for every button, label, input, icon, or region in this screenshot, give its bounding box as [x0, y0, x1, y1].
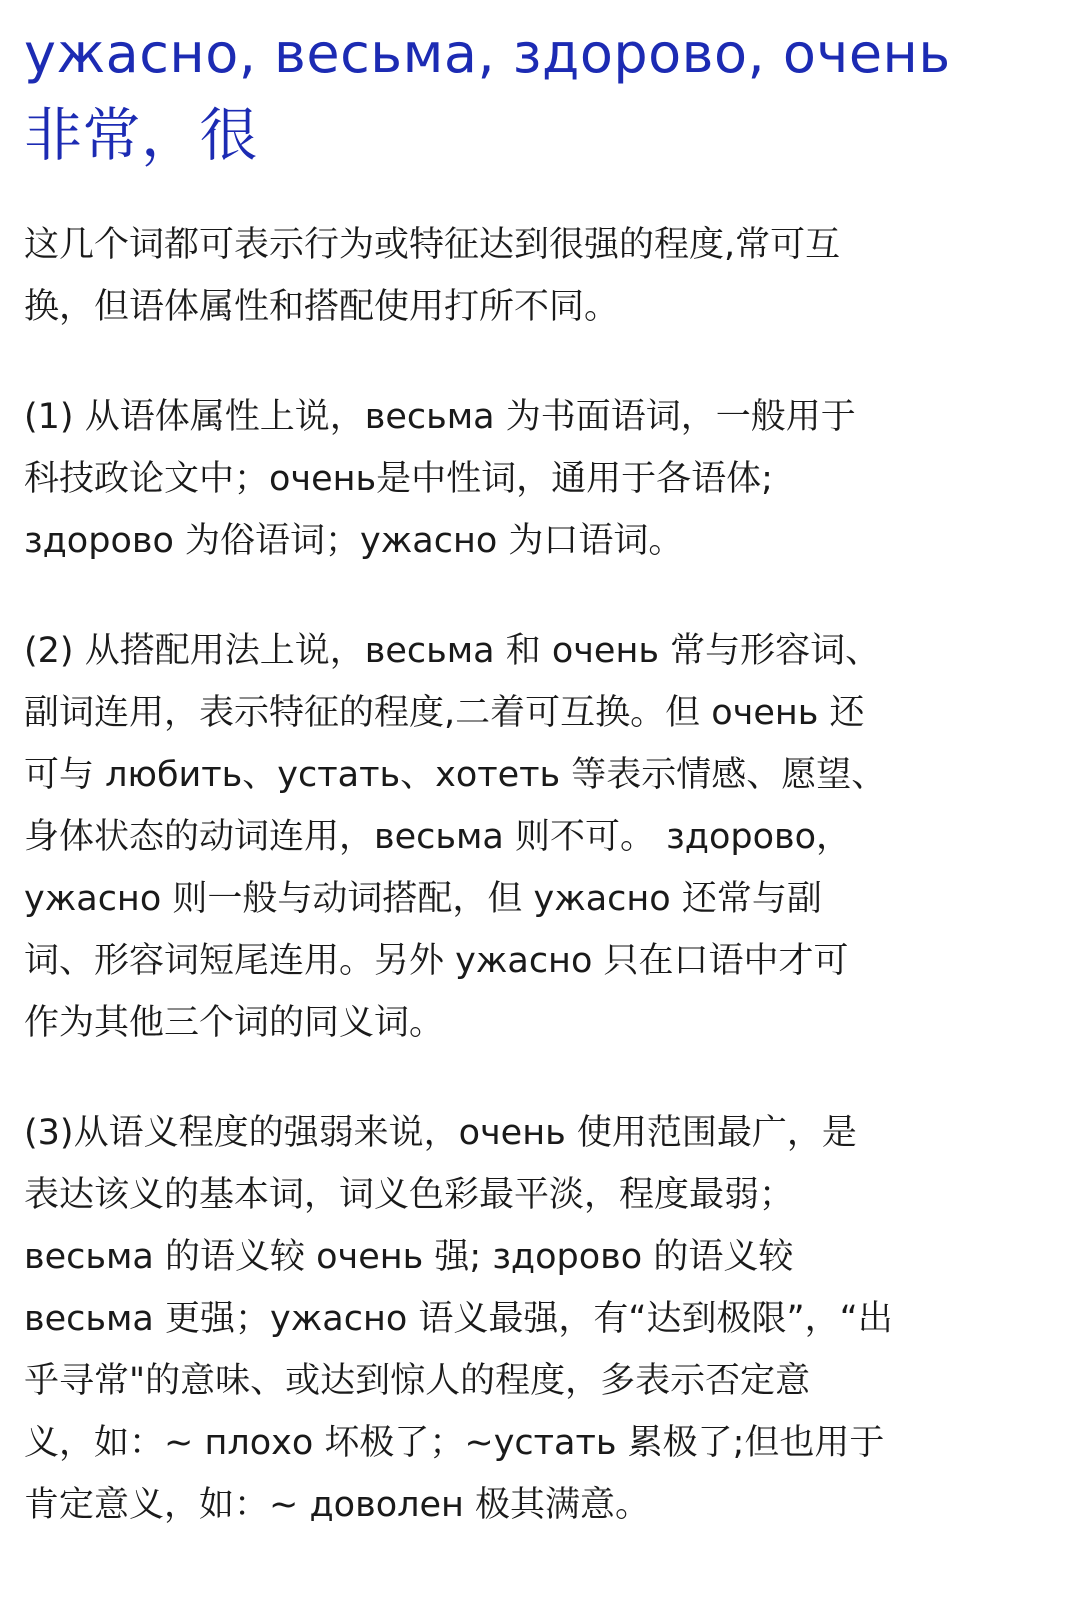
intro-paragraph: 这几个词都可表示行为或特征达到很强的程度,常可互 换，但语体属性和搭配使用打所不同。	[24, 225, 841, 327]
point-3-paragraph: (3)从语义程度的强弱来说，очень 使用范围最广，是 表达该义的基本词，词义色彩最平淡，程度最弱； весьма 的语义较 очень 强; здорово 的语义较 весьма 更强；ужасно 语义最强，有“达到极限”，“出 乎寻常"的意味、或达到惊人的程度，多表示否定意 义，如：~ плохо 坏极了；~устать 累极了;但也用于 肯定意义，如：~ доволен 极其满意。	[24, 1113, 893, 1525]
heading-russian-words: ужасно, весьма, здорово, очень	[24, 22, 951, 85]
point-1-paragraph: (1) 从语体属性上说，весьма 为书面语词，一般用于 科技政论文中；очень是中性词，通用于各语体; здорово 为俗语词；ужасно 为口语词。	[24, 397, 856, 561]
point-2-paragraph: (2) 从搭配用法上说，весьма 和 очень 常与形容词、 副词连用，表示特征的程度,二着可互换。但 очень 还 可与 любить、устать、хотеть 等表示情感、愿望、 身体状态的动词连用，весьма 则不可。 здорово， ужасно 则一般与动词搭配，但 ужасно 还常与副 词、形容词短尾连用。另外 ужасно 只在口语中才可 作为其他三个词的同义词。	[24, 631, 887, 1043]
heading-chinese-translation: 非常，很	[24, 101, 259, 169]
